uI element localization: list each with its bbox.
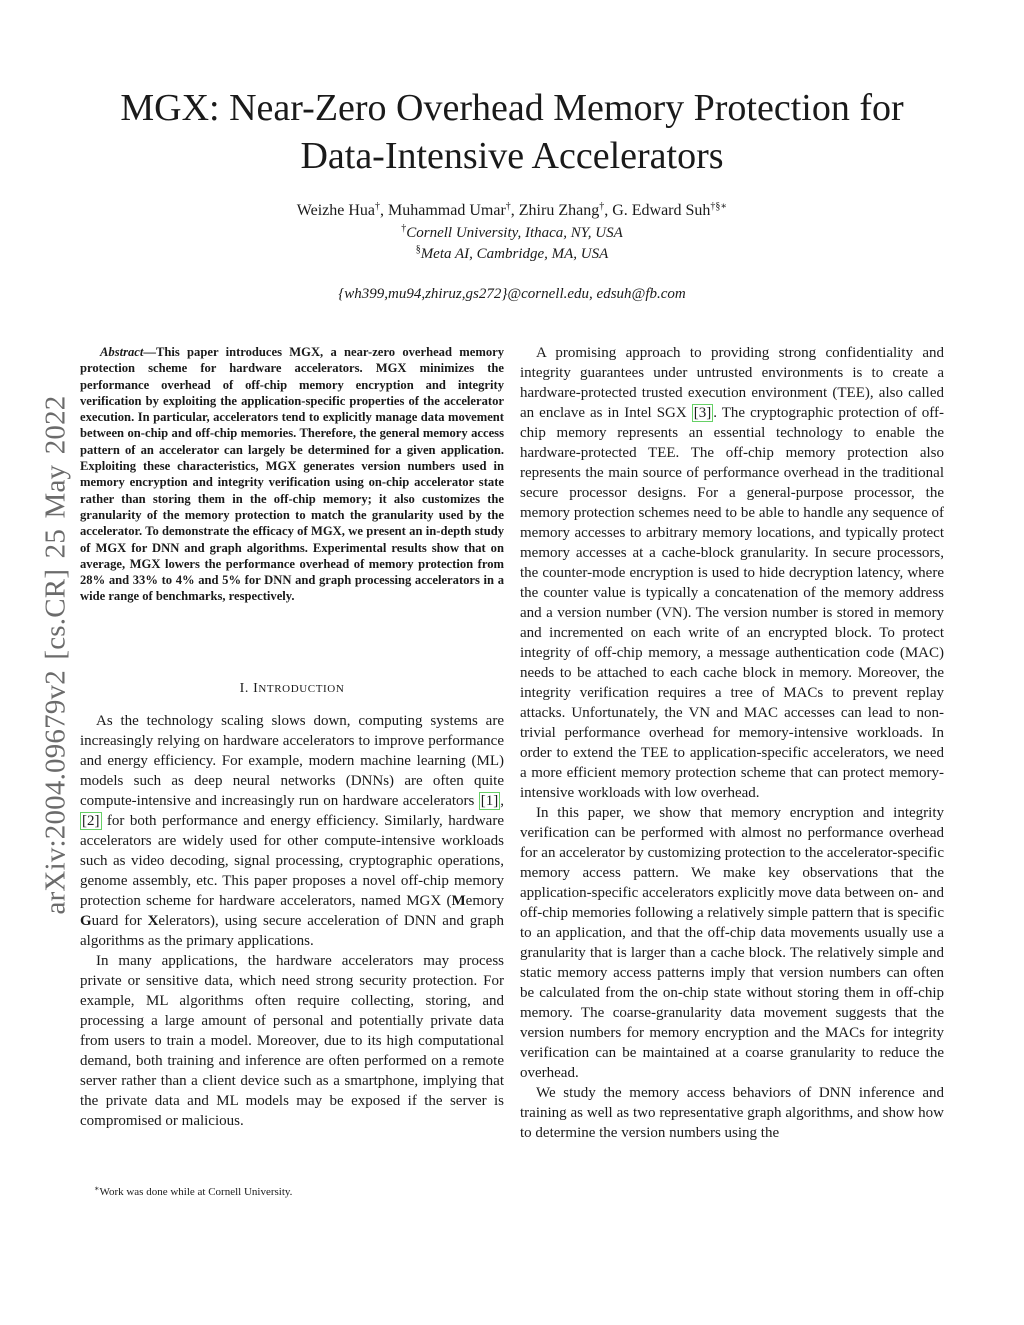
author-name: Zhiru Zhang: [518, 202, 600, 219]
citation-link[interactable]: [3]: [693, 405, 712, 421]
paragraph: We study the memory access behaviors of DNN inference and training as well as two representative graph algorithms, and show how to determine the version numbers using the: [520, 1085, 944, 1141]
abstract-label: Abstract: [100, 345, 144, 359]
title-line-2: Data-Intensive Accelerators: [300, 135, 724, 177]
author-list: [80, 201, 944, 221]
affiliation-cornell: [80, 223, 944, 243]
section-title-initial: I: [253, 681, 259, 696]
text-run: ,: [500, 793, 504, 809]
text-run: uard for: [91, 913, 148, 929]
affiliation-mark: §: [415, 244, 421, 255]
text-run: As the technology scaling slows down, computing systems are increasingly relying on hardware accelerators to improve performance and energy efficiency. For example, modern machine learning (ML) models such as deep neural networks (DNNs) are often quite compute-intensive and increasingly run on hardware accelerators: [80, 713, 504, 809]
paragraph: [520, 343, 944, 803]
introduction-text: [80, 711, 504, 1131]
text-run: . The cryptographic protection of off-chip memory represents an essential technology to enable the hardware-protected TEE. The off-chip memory protection also represents the main source of performance overhead in the traditional secure processor designs. For a general-purpose processor, the memory protection schemes need to be able to handle any sequence of memory accesses to arbitrary memory locations, and typically protect memory accesses at a cache-block granularity. In secure processors, the counter-mode encryption is used to hide decryption latency, where the counter value is typically a concatenation of the memory address and a version number (VN). The version number is stored in memory and incremented on each write of an encrypted block. To protect integrity of off-chip memory, a message authentication code (MAC) needs to be attached to each cache block in memory. Moreover, the integrity verification requires a tree of MACs to prevent replay attacks. Unfortunately, the VN and MAC accesses can lead to non-trivial performance overhead for memory-intensive workloads. In order to extend the TEE to application-specific accelerators, we need a more efficient memory protection scheme that can protect memory-intensive workloads with low overhead.: [520, 405, 944, 801]
citation-link[interactable]: [1]: [480, 793, 499, 809]
author-emails: {wh399,mu94,zhiruz,gs272}@cornell.edu, edsuh@fb.com: [338, 286, 686, 302]
author-separator: ,: [510, 202, 519, 219]
acronym-letter: X: [147, 913, 159, 929]
title-line-1: MGX: Near-Zero Overhead Memory Protection for: [120, 87, 904, 129]
paragraph: [80, 711, 504, 951]
section-heading-introduction: [80, 681, 504, 697]
acronym-letter: G: [80, 913, 92, 929]
affiliation-mark: †: [401, 223, 407, 234]
section-title-rest: NTRODUCTION: [258, 683, 345, 695]
footnote: [94, 1186, 504, 1198]
footnote-mark: ∗: [94, 1184, 100, 1193]
author-separator: ,: [380, 202, 389, 219]
text-run: elerators), using secure acceleration of DNN and graph algorithms as the primary applications.: [80, 913, 504, 949]
author-name: G. Edward Suh: [612, 202, 711, 219]
author-name: Weizhe Hua: [296, 202, 376, 219]
acronym-letter: M: [451, 893, 466, 909]
affiliation-meta: [80, 244, 944, 264]
affiliation-text: Cornell University, Ithaca, NY, USA: [406, 225, 623, 241]
abstract: [80, 344, 504, 605]
text-run: for both performance and energy efficiency. Similarly, hardware accelerators are widely used for other compute-intensive workloads such as video decoding, signal processing, cryptographic operations, genome assembly, etc. This paper proposes a novel off-chip memory protection scheme for hardware accelerators, named MGX (: [80, 813, 504, 909]
abstract-text: —This paper introduces MGX, a near-zero overhead memory protection scheme for hardware accelerators. MGX minimizes the performance overhead of off-chip memory encryption and integrity verification by exploiting the application-specific properties of the accelerator execution. In particular, accelerators tend to explicitly manage data movement between on-chip and off-chip memories. Therefore, the general memory access pattern of an accelerator can largely be determined for a given application. Exploiting these characteristics, MGX generates version numbers used in memory encryption and integrity verification using on-chip accelerator state rather than storing them in the off-chip memory; it also customizes the granularity of the memory protection to match the granularity used by the accelerator. To demonstrate the efficacy of MGX, we present an in-depth study of MGX for DNN and graph algorithms. Experimental results show that on average, MGX lowers the performance overhead of memory protection from 28% and 33% to 4% and 5% for DNN and graph processing accelerators in a wide range of benchmarks, respectively.: [80, 345, 504, 604]
paragraph: In many applications, the hardware accelerators may process private or sensitive data, which need strong security protection. For example, ML algorithms often require collecting, storing, and processing a large amount of personal and potentially private data from users to train a model. Moreover, due to its high computational demand, both training and inference are often performed on a remote server rather than a client device such as a smartphone, implying that the private data and ML models may be exposed if the server is compromised or malicious.: [80, 953, 504, 1129]
author-mark: †§∗: [710, 201, 728, 212]
section-number: I.: [239, 681, 249, 696]
author-mark: †: [599, 201, 605, 212]
author-mark: †: [375, 201, 381, 212]
author-name: Muhammad Umar: [388, 202, 506, 219]
text-run: emory: [465, 893, 504, 909]
paragraph: In this paper, we show that memory encryption and integrity verification can be performed with almost no performance overhead for an accelerator by customizing protection to the accelerator-specific memory access pattern. We make key observations that the application-specific accelerators explicitly move data between on- and off-chip memories following a relatively simple pattern that is specific to an application, and that the off-chip data movements usually use a granularity that is larger than a cache block. The relatively simple and static memory access patterns imply that version numbers can often be calculated from the on-chip state without storing them in off-chip memory. The coarse-granularity data movement suggests that the version numbers for memory encryption and the MACs for integrity verification can be maintained at a coarse granularity to reduce the overhead.: [520, 805, 944, 1081]
author-separator: ,: [604, 202, 613, 219]
affiliation-text: Meta AI, Cambridge, MA, USA: [420, 246, 609, 262]
author-mark: †: [505, 201, 511, 212]
paper-title: [80, 84, 944, 180]
text-run: A promising approach to providing strong confidentiality and integrity guarantees under untrusted environments is to create a hardware-protected trusted execution environment (TEE), also called an enclave as in Intel SGX: [520, 345, 944, 421]
arxiv-identifier: arXiv:2004.09679v2 [cs.CR] 25 May 2022: [39, 395, 72, 915]
footnote-text: Work was done while at Cornell University.: [99, 1186, 293, 1198]
right-column-text: [520, 343, 944, 1143]
citation-link[interactable]: [2]: [82, 813, 100, 829]
